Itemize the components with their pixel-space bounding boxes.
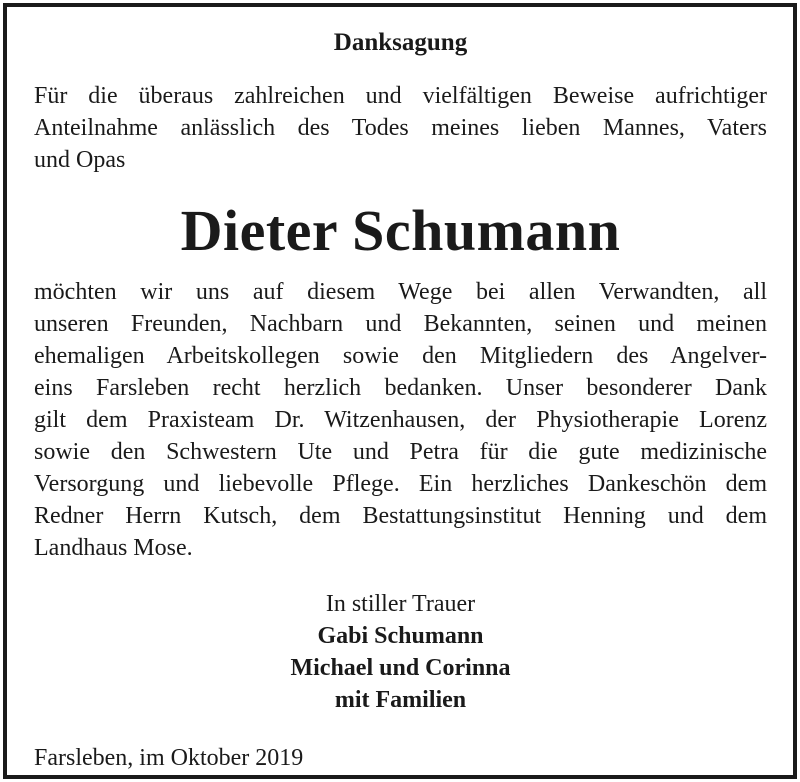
- thanks-line: eins Farsleben recht herzlich bedanken. Unser besonderer Dank: [34, 375, 767, 401]
- intro-line: und Opas: [34, 147, 126, 173]
- thanks-line: sowie den Schwestern Ute und Petra für die gute medizinische: [34, 439, 767, 465]
- thanks-line: gilt dem Praxisteam Dr. Witzenhausen, der Physiotherapie Lorenz: [34, 407, 767, 433]
- intro-line: Anteilnahme anlässlich des Todes meines lieben Mannes, Vaters: [34, 115, 767, 141]
- thanks-line: Versorgung und liebevolle Pflege. Ein herzliches Dankeschön dem: [34, 471, 767, 497]
- notice-heading: Danksagung: [333, 29, 468, 56]
- mourner-name: mit Familien: [334, 687, 467, 713]
- intro-paragraph: [34, 80, 767, 176]
- intro-line: Für die überaus zahlreichen und vielfältigen Beweise aufrichtiger: [34, 83, 767, 109]
- mourner-name: Gabi Schumann: [317, 623, 484, 649]
- mourner-name: Michael und Corinna: [290, 655, 511, 681]
- thanks-line: unseren Freunden, Nachbarn und Bekannten, seinen und meinen: [34, 311, 767, 337]
- deceased-name: Dieter Schumann: [180, 198, 621, 263]
- thanks-line: Redner Herrn Kutsch, dem Bestattungsinstitut Henning und dem: [34, 503, 767, 529]
- thanks-line: ehemaligen Arbeitskollegen sowie den Mitgliedern des Angelver-: [34, 343, 767, 369]
- thanks-paragraph: [34, 276, 767, 564]
- obituary-notice: [34, 26, 767, 774]
- place-date: Farsleben, im Oktober 2019: [34, 745, 304, 771]
- thanks-line: Landhaus Mose.: [34, 535, 193, 561]
- thanks-line: möchten wir uns auf diesem Wege bei allen Verwandten, all: [34, 279, 767, 305]
- signature-block: [34, 588, 767, 716]
- mourning-phrase: In stiller Trauer: [325, 591, 476, 617]
